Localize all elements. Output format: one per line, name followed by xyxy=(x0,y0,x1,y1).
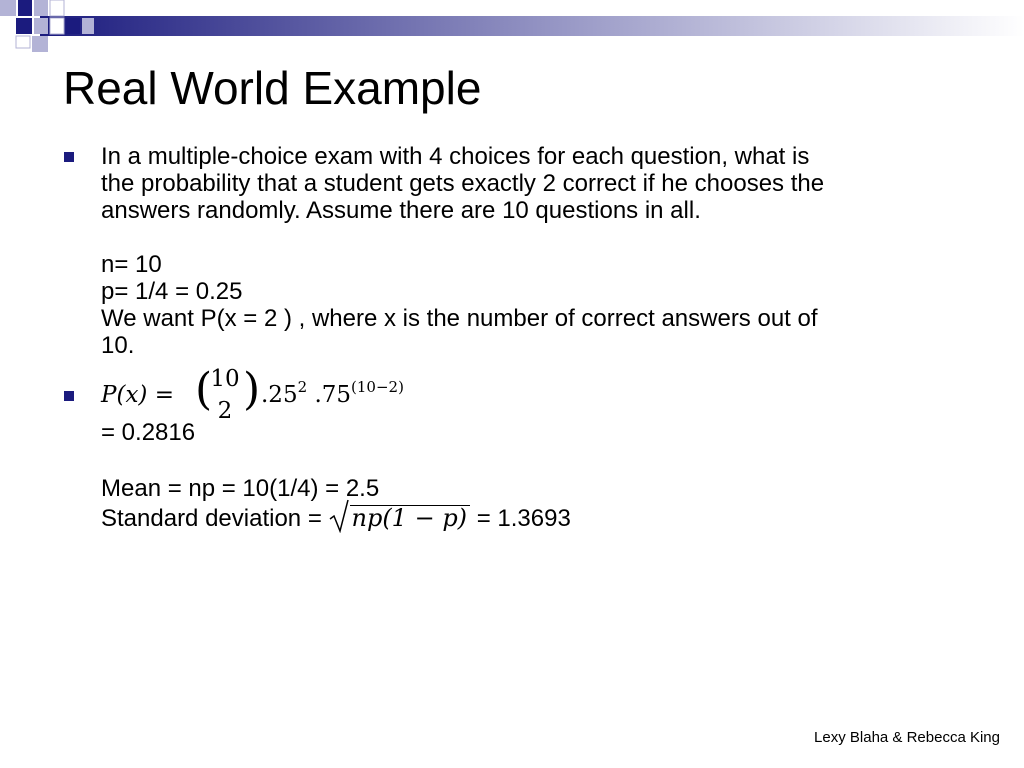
mean-line: Mean = np = 10(1/4) = 2.5 xyxy=(101,475,380,502)
sqrt-icon xyxy=(329,499,349,533)
right-paren: ) xyxy=(243,364,261,415)
binom-bottom: 2 xyxy=(217,398,233,424)
term1-base: .25 xyxy=(261,382,298,408)
binomial-formula xyxy=(101,364,501,424)
want-line: 10. xyxy=(101,332,135,359)
probability-result: = 0.2816 xyxy=(101,419,196,446)
want-line: We want P(x = 2 ) , where x is the number of correct answers out of xyxy=(101,305,818,332)
sqrt-expression xyxy=(329,505,471,532)
bullet-marker-1 xyxy=(64,152,74,162)
sd-radicand: np(1 − p) xyxy=(350,505,471,531)
left-paren: ( xyxy=(195,364,213,415)
binom-top: 10 xyxy=(210,366,240,392)
term1-exponent: 2 xyxy=(297,378,308,396)
question-line: answers randomly. Assume there are 10 questions in all. xyxy=(101,197,701,224)
p-value: p= 1/4 = 0.25 xyxy=(101,278,243,305)
sd-prefix: Standard deviation = xyxy=(101,505,322,532)
term2-base: .75 xyxy=(314,382,352,408)
term2-exponent: (10−2) xyxy=(351,378,404,396)
sd-result: = 1.3693 xyxy=(476,505,571,532)
question-line: the probability that a student gets exactly 2 correct if he chooses the xyxy=(101,170,825,197)
bullet-marker-2 xyxy=(64,391,74,401)
formula-lhs: P(x) = xyxy=(101,382,174,408)
bullet-2-text xyxy=(101,419,571,532)
n-value: n= 10 xyxy=(101,251,162,278)
question-line: In a multiple-choice exam with 4 choices for each question, what is xyxy=(101,143,810,170)
header-decoration xyxy=(0,0,1024,60)
probability-terms xyxy=(261,378,404,408)
bullet-1-text xyxy=(101,143,824,359)
footer-authors: Lexy Blaha & Rebecca King xyxy=(814,729,1000,746)
sd-line xyxy=(101,502,571,532)
slide-title: Real World Example xyxy=(63,62,482,114)
